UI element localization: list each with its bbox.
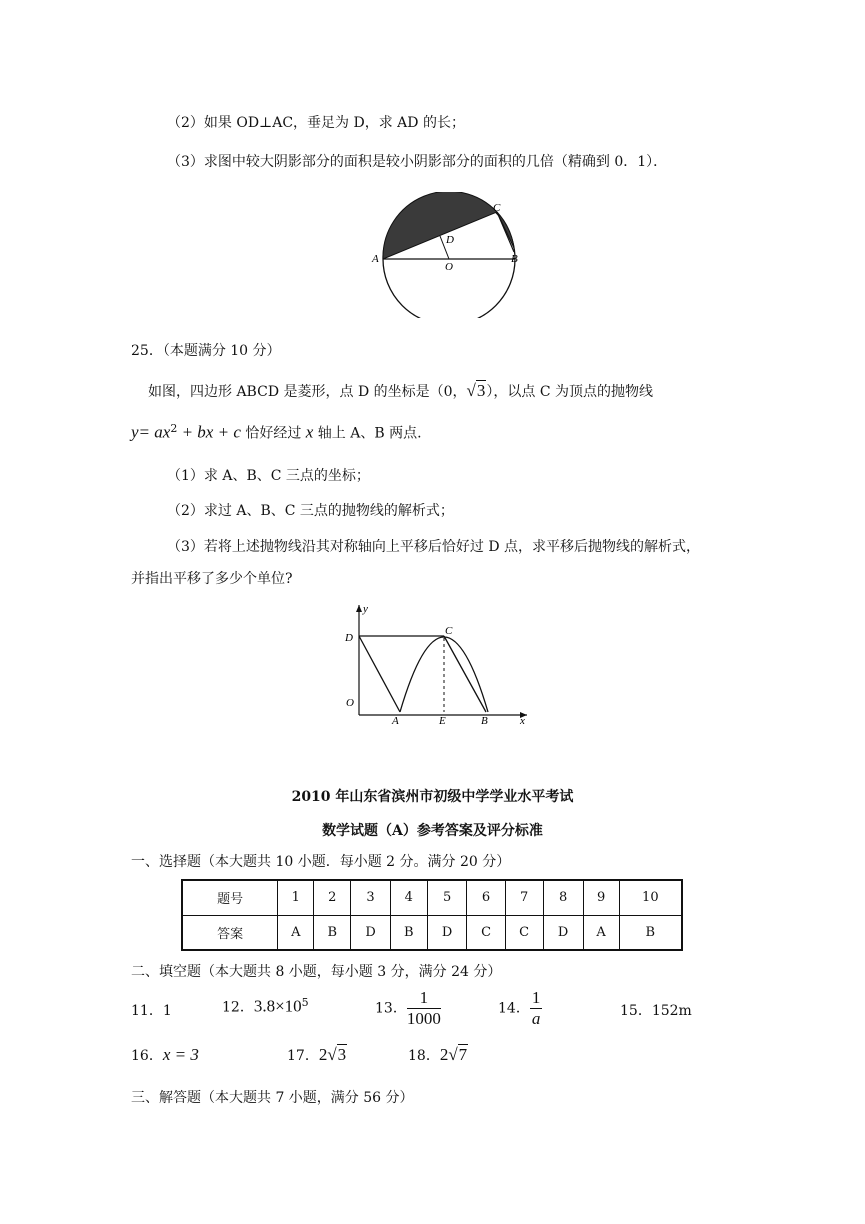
label-o: O xyxy=(346,697,354,709)
answer-14-numerator: 1 xyxy=(531,988,541,1007)
label-y: y xyxy=(363,603,368,615)
q25-intro-before: 如图，四边形 ABCD 是菱形，点 D 的坐标是（0， xyxy=(148,384,467,400)
q24-part3: （3）求图中较大阴影部分的面积是较小阴影部分的面积的几倍（精确到 0．1）． xyxy=(167,154,668,170)
answer-choice-2: B xyxy=(314,915,351,950)
answer-15: 15．152m xyxy=(620,1003,692,1019)
q25-part2: （2）求过 A、B、C 三点的抛物线的解析式； xyxy=(167,503,454,519)
answer-14-label: 14． xyxy=(498,1000,530,1017)
eq-exp: 2 xyxy=(170,422,178,435)
label-c: C xyxy=(445,625,453,637)
answer-14 xyxy=(498,988,542,1029)
answer-choice-10: B xyxy=(619,915,682,950)
q25-intro-after: ），以点 C 为顶点的抛物线 xyxy=(486,384,653,400)
answer-13-numerator: 1 xyxy=(407,988,441,1009)
q25-part1: （1）求 A、B、C 三点的坐标； xyxy=(167,468,370,484)
label-b: B xyxy=(481,715,488,727)
answer-13 xyxy=(375,988,441,1029)
answer-17-coef: 2 xyxy=(318,1045,328,1064)
question-number-5: 5 xyxy=(427,880,467,915)
answer-17-sqrt: √3 xyxy=(327,1045,347,1064)
circle-figure xyxy=(368,192,524,318)
answer-16-value: x = 3 xyxy=(162,1045,199,1064)
label-x: x xyxy=(520,715,525,727)
label-b: B xyxy=(511,253,518,265)
label-d: D xyxy=(345,632,353,644)
q25-sqrt: √3 xyxy=(466,381,486,400)
answers-title1: 2010 年山东省滨州市初级中学学业水平考试 xyxy=(291,789,574,805)
answer-13-label: 13． xyxy=(375,1000,407,1017)
answer-choice-7: C xyxy=(505,915,543,950)
question-number-6: 6 xyxy=(467,880,505,915)
answer-18-label: 18． xyxy=(408,1048,440,1064)
answer-choice-5: D xyxy=(427,915,467,950)
row-label-number: 题号 xyxy=(182,880,278,915)
label-c: C xyxy=(493,202,501,214)
eq-rest: + bx + c xyxy=(177,422,241,442)
eq-tail: 恰好经过 xyxy=(245,425,302,442)
answer-12-label: 12． xyxy=(222,999,254,1016)
answer-14-denominator: a xyxy=(531,1009,541,1028)
question-number-4: 4 xyxy=(390,880,427,915)
q25-part3b: 并指出平移了多少个单位? xyxy=(131,571,293,587)
answer-choice-9: A xyxy=(583,915,619,950)
answer-12 xyxy=(222,996,309,1017)
section2-heading: 二、填空题（本大题共 8 小题，每小题 3 分，满分 24 分） xyxy=(131,964,502,980)
q24-part2: （2）如果 OD⊥AC，垂足为 D，求 AD 的长； xyxy=(167,115,465,131)
section3-heading: 三、解答题（本大题共 7 小题，满分 56 分） xyxy=(131,1090,414,1106)
answer-choice-6: C xyxy=(467,915,505,950)
eq-tail2: 轴上 A、B 两点. xyxy=(317,425,422,442)
answer-choice-8: D xyxy=(543,915,583,950)
answer-16 xyxy=(131,1045,199,1065)
answer-choice-4: B xyxy=(390,915,427,950)
row-label-answer: 答案 xyxy=(182,915,278,950)
eq-y: y xyxy=(131,422,139,442)
answer-choice-3: D xyxy=(351,915,391,950)
answer-13-fraction xyxy=(407,988,441,1029)
question-number-1: 1 xyxy=(278,880,314,915)
q25-equation xyxy=(131,422,422,443)
label-a: A xyxy=(372,253,379,265)
answer-16-label: 16． xyxy=(131,1048,163,1064)
answer-table xyxy=(181,879,683,951)
table-row-numbers xyxy=(182,880,682,915)
question-number-8: 8 xyxy=(543,880,583,915)
label-d: D xyxy=(446,234,454,246)
question-number-3: 3 xyxy=(351,880,391,915)
label-e: E xyxy=(439,715,446,727)
eq-x: x xyxy=(305,422,314,442)
answer-17-label: 17． xyxy=(287,1048,319,1064)
answer-11: 11．1 xyxy=(131,1003,172,1019)
question-number-10: 10 xyxy=(619,880,682,915)
q25-sqrt-radicand: 3 xyxy=(476,381,486,400)
label-o: O xyxy=(445,261,453,273)
q25-intro xyxy=(148,381,653,401)
answer-17 xyxy=(287,1045,347,1065)
answers-title2: 数学试题（A）参考答案及评分标准 xyxy=(322,823,543,839)
answer-choice-1: A xyxy=(278,915,314,950)
q25-part3: （3）若将上述抛物线沿其对称轴向上平移后恰好过 D 点，求平移后抛物线的解析式， xyxy=(167,539,701,555)
question-number-7: 7 xyxy=(505,880,543,915)
section1-heading: 一、选择题（本大题共 10 小题．每小题 2 分。满分 20 分） xyxy=(131,854,511,870)
rhombus-parabola-figure xyxy=(340,598,535,728)
question-number-2: 2 xyxy=(314,880,351,915)
question-number-9: 9 xyxy=(583,880,619,915)
label-a: A xyxy=(392,715,399,727)
answer-14-fraction xyxy=(530,988,543,1029)
answer-18 xyxy=(408,1045,468,1065)
table-row-answers xyxy=(182,915,682,950)
answer-18-sqrt: √7 xyxy=(448,1045,468,1064)
answer-17-radicand: 3 xyxy=(337,1045,347,1064)
answer-13-denominator: 1000 xyxy=(406,1009,441,1028)
answer-18-coef: 2 xyxy=(439,1045,449,1064)
answer-18-radicand: 7 xyxy=(458,1045,468,1064)
q25-header: 25．（本题满分 10 分） xyxy=(131,343,281,359)
answer-12-exp: 5 xyxy=(301,996,309,1009)
answer-12-coef: 3.8×10 xyxy=(253,996,302,1016)
eq-rhs: = ax xyxy=(138,422,171,442)
